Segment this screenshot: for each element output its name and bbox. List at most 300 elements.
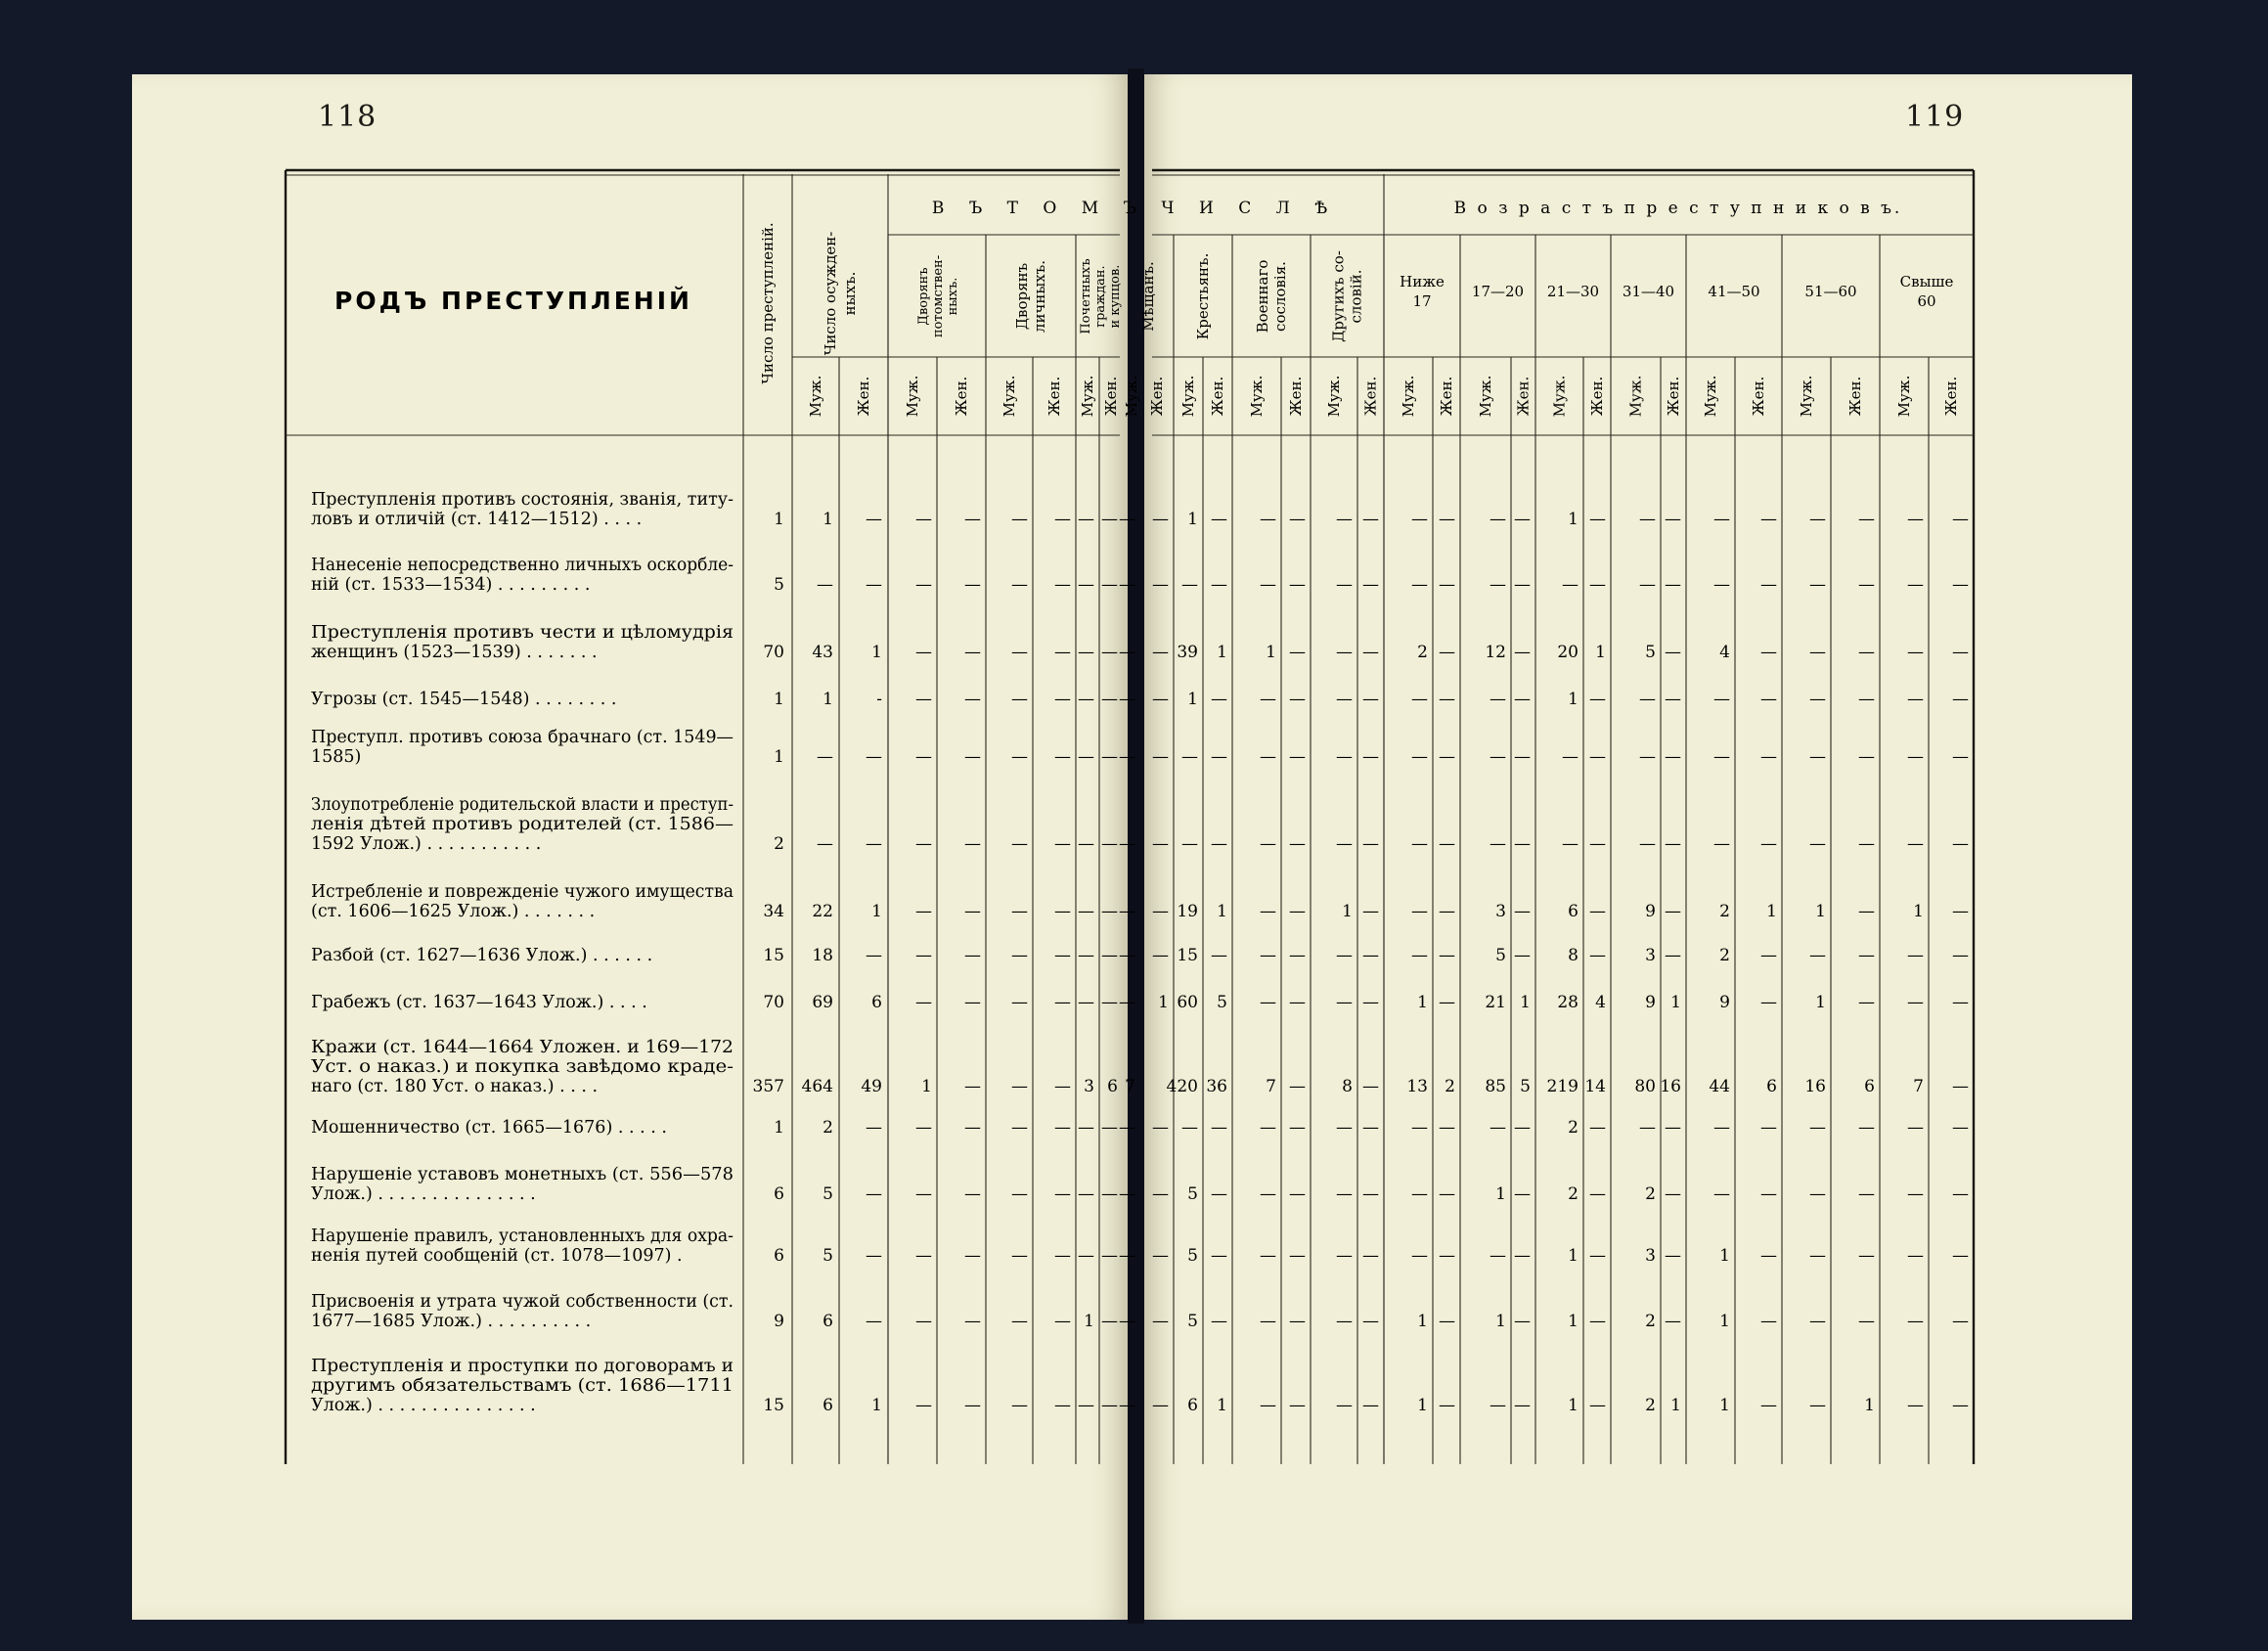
cell-age-female: — (1439, 993, 1455, 1012)
cell-estate-male: — (1336, 690, 1353, 709)
cell-age-male: 2 (1568, 1118, 1579, 1138)
male-header-age-4 (1627, 376, 1645, 418)
cell-age-female: — (1439, 1118, 1455, 1138)
cell-estate-female: — (1362, 902, 1379, 921)
cell-estate-male: — (915, 1246, 932, 1266)
cell-estate-female: — (1362, 510, 1379, 529)
cell-age-male: 2 (1568, 1184, 1579, 1204)
cell-estate-female: — (1101, 690, 1118, 709)
cell-age-male: — (1907, 510, 1924, 529)
cell-estate-female: — (1289, 1396, 1306, 1415)
col-header-convicted-line: Число осужден- (822, 231, 839, 356)
cell-estate-female: — (1054, 510, 1071, 529)
cell-estate-male: 1 (1084, 1312, 1094, 1331)
cell-convicted-male: 18 (812, 946, 833, 965)
cell-estate-male: — (1336, 1312, 1353, 1331)
cell-estate-male: — (1181, 747, 1198, 767)
cell-estate-male: 1 (921, 1077, 932, 1096)
cell-estate-male: — (1119, 834, 1135, 854)
cell-estate-male: 1 (1342, 902, 1353, 921)
cell-age-male: — (1713, 575, 1730, 595)
cell-estate-female: — (1101, 946, 1118, 965)
cell-age-female: — (1952, 1077, 1969, 1096)
cell-age-female: — (1858, 946, 1875, 965)
age-header-5: 41—50 (1708, 283, 1760, 300)
cell-estate-female: — (1101, 575, 1118, 595)
cell-convicted-male: 1 (823, 510, 833, 529)
female-header-estate-2 (1045, 377, 1063, 417)
cell-crimes: 1 (774, 510, 784, 529)
cell-estate-female: — (1289, 643, 1306, 662)
cell-age-male: — (1639, 510, 1656, 529)
estate-header-6 (1254, 260, 1289, 334)
cell-age-female: 4 (1595, 993, 1606, 1012)
male-header-estate-4 (1123, 376, 1140, 418)
cell-estate-female: — (964, 747, 981, 767)
cell-age-female: — (1589, 1396, 1606, 1415)
cell-estate-male: 420 (1166, 1077, 1198, 1096)
cell-age-female: — (1760, 834, 1777, 854)
cell-age-male: 1 (1719, 1396, 1730, 1415)
cell-estate-female: — (1289, 690, 1306, 709)
cell-estate-female: — (1362, 1312, 1379, 1331)
cell-estate-female: — (1152, 747, 1169, 767)
cell-age-male: — (1809, 1312, 1826, 1331)
cell-age-male: — (1907, 993, 1924, 1012)
cell-estate-male: — (915, 834, 932, 854)
cell-age-male: 21 (1485, 993, 1506, 1012)
female-header-estate-7 (1362, 377, 1380, 417)
cell-age-male: 1 (1815, 902, 1826, 921)
cell-estate-female: — (964, 510, 981, 529)
cell-age-male: 1 (1568, 690, 1579, 709)
cell-estate-male: 7 (1125, 1077, 1135, 1096)
cell-age-male: 2 (1645, 1312, 1656, 1331)
cell-estate-female: — (1289, 993, 1306, 1012)
cell-age-male: 5 (1495, 946, 1506, 965)
cell-age-male: 1 (1719, 1312, 1730, 1331)
cell-estate-male: — (1011, 1246, 1028, 1266)
female-header-age-7 (1942, 377, 1960, 417)
row-label-10: наго (ст. 180 Уст. о наказ.) . . . . (311, 1077, 599, 1096)
female-header-estate-5-line: Жен. (1209, 376, 1226, 417)
female-header-age-2-line: Жен. (1514, 376, 1533, 417)
cell-age-female: — (1858, 510, 1875, 529)
cell-age-male: 44 (1709, 1077, 1730, 1096)
cell-age-male: — (1907, 1396, 1924, 1415)
row-label-5: Преступл. противъ союза брачнаго (ст. 1549— (311, 728, 734, 747)
cell-age-female: — (1858, 1312, 1875, 1331)
row-label-5: 1585) (311, 747, 362, 767)
cell-convicted-female: 6 (871, 993, 882, 1012)
cell-age-female: 1 (1595, 643, 1606, 662)
cell-age-male: 7 (1913, 1077, 1924, 1096)
cell-estate-male: — (1260, 690, 1276, 709)
cell-age-male: 3 (1645, 1246, 1656, 1266)
cell-crimes: 9 (774, 1312, 784, 1331)
cell-estate-female: — (1152, 575, 1169, 595)
cell-estate-male: — (1260, 510, 1276, 529)
cell-convicted-female: 1 (871, 1396, 882, 1415)
col-header-crimes-line: Число преступленій. (759, 222, 777, 384)
estate-header-3-line: и купцов. (1108, 264, 1123, 329)
cell-age-male: 1 (1568, 1246, 1579, 1266)
cell-age-male: 9 (1719, 993, 1730, 1012)
cell-age-female: — (1760, 1312, 1777, 1331)
cell-age-female: — (1760, 510, 1777, 529)
cell-age-female: — (1952, 1246, 1969, 1266)
cell-estate-female: — (1101, 510, 1118, 529)
cell-estate-female: — (1054, 1118, 1071, 1138)
cell-age-male: — (1809, 747, 1826, 767)
cell-age-male: — (1639, 1118, 1656, 1138)
cell-age-female: — (1665, 643, 1681, 662)
cell-age-female: — (1952, 1396, 1969, 1415)
cell-estate-female: — (1211, 946, 1227, 965)
cell-estate-male: — (915, 1118, 932, 1138)
cell-estate-male: — (1119, 1312, 1135, 1331)
female-header-estate-3 (1102, 377, 1120, 417)
cell-age-male: 1 (1417, 1396, 1428, 1415)
male-header-estate-3 (1079, 376, 1096, 418)
cell-estate-male: — (1119, 946, 1135, 965)
estate-header-7-line: Другихъ со- (1329, 250, 1348, 342)
cell-age-female: — (1858, 690, 1875, 709)
age-header-3: 21—30 (1546, 283, 1600, 300)
cell-age-female: — (1589, 1184, 1606, 1204)
cell-age-male: 3 (1495, 902, 1506, 921)
female-header-estate-4 (1148, 377, 1166, 417)
cell-estate-female: — (1362, 690, 1379, 709)
cell-age-female: — (1514, 1396, 1531, 1415)
cell-estate-male: — (1260, 834, 1276, 854)
cell-age-male: — (1713, 510, 1730, 529)
cell-age-female: 1 (1766, 902, 1777, 921)
cell-estate-female: — (1101, 1396, 1118, 1415)
cell-estate-male: — (1011, 1118, 1028, 1138)
cell-age-female: — (1589, 575, 1606, 595)
cell-age-female: 6 (1766, 1077, 1777, 1096)
female-header-age-3-line: Жен. (1588, 376, 1606, 417)
cell-age-female: — (1514, 834, 1531, 854)
cell-age-female: — (1665, 1184, 1681, 1204)
cell-estate-male: — (1078, 1184, 1094, 1204)
age-header-1: 17 (1412, 292, 1432, 310)
male-header-age-1 (1400, 376, 1417, 418)
cell-estate-male: — (1336, 1184, 1353, 1204)
cell-age-male: 8 (1568, 946, 1579, 965)
cell-estate-male: — (1078, 1396, 1094, 1415)
cell-estate-male: — (915, 747, 932, 767)
row-label-9: Грабежъ (ст. 1637—1643 Улож.) . . . . (311, 993, 647, 1012)
cell-convicted-female: — (866, 834, 882, 854)
cell-estate-female: — (1152, 643, 1169, 662)
cell-estate-female: — (1362, 747, 1379, 767)
cell-age-male: 1 (1913, 902, 1924, 921)
cell-estate-male: — (915, 643, 932, 662)
female-header-convicted (855, 377, 872, 417)
cell-estate-male: 6 (1187, 1396, 1198, 1415)
cell-age-female: — (1760, 946, 1777, 965)
cell-age-female: — (1439, 1184, 1455, 1204)
cell-estate-male: — (1119, 1246, 1135, 1266)
male-header-estate-6 (1248, 376, 1266, 418)
male-header-age-6 (1798, 376, 1815, 418)
cell-estate-male: 7 (1266, 1077, 1276, 1096)
cell-convicted-male: 43 (812, 643, 833, 662)
cell-estate-male: — (1011, 1312, 1028, 1331)
cell-estate-male: — (1119, 1396, 1135, 1415)
cell-estate-male: 5 (1187, 1184, 1198, 1204)
cell-estate-male: — (915, 1312, 932, 1331)
estate-header-6-line: сословія. (1271, 261, 1289, 332)
female-header-age-7-line: Жен. (1942, 376, 1960, 417)
cell-age-female: — (1858, 1246, 1875, 1266)
col-header-convicted-line: ныхъ. (841, 271, 859, 316)
cell-estate-male: — (915, 510, 932, 529)
cell-age-male: — (1907, 1184, 1924, 1204)
estate-header-1-line: потомствен- (931, 254, 946, 338)
female-header-estate-5 (1209, 377, 1226, 417)
cell-age-female: — (1439, 510, 1455, 529)
cell-age-male: — (1907, 946, 1924, 965)
cell-estate-male: — (1011, 834, 1028, 854)
cell-age-male: — (1713, 1184, 1730, 1204)
cell-estate-male: — (1011, 993, 1028, 1012)
cell-estate-female: — (1101, 1312, 1118, 1331)
cell-convicted-male: — (817, 834, 833, 854)
cell-convicted-male: 2 (823, 1118, 833, 1138)
cell-age-male: — (1490, 834, 1506, 854)
male-header-estate-4-line: Муж. (1123, 375, 1140, 418)
age-header-6: 51—60 (1804, 283, 1857, 300)
cell-age-female: — (1439, 1246, 1455, 1266)
cell-age-female: — (1514, 643, 1531, 662)
cell-estate-female: — (1101, 1184, 1118, 1204)
cell-age-female: — (1858, 1118, 1875, 1138)
cell-age-female: — (1760, 1396, 1777, 1415)
cell-age-female: — (1514, 1312, 1531, 1331)
cell-estate-male: — (1260, 1118, 1276, 1138)
cell-estate-male: — (1078, 993, 1094, 1012)
row-label-1: Преступленія противъ состоянія, званія, титу- (311, 490, 734, 510)
cell-estate-female: — (1289, 1184, 1306, 1204)
cell-estate-male: — (915, 902, 932, 921)
cell-age-male: 28 (1557, 993, 1579, 1012)
cell-estate-male: — (1260, 1396, 1276, 1415)
cell-estate-female: — (1152, 1118, 1169, 1138)
cell-age-male: 2 (1645, 1184, 1656, 1204)
cell-estate-male: — (1011, 510, 1028, 529)
cell-convicted-male: 69 (812, 993, 833, 1012)
cell-age-female: — (1439, 690, 1455, 709)
cell-age-male: — (1809, 510, 1826, 529)
row-label-12: Улож.) . . . . . . . . . . . . . . . (311, 1184, 536, 1204)
cell-crimes: 1 (774, 690, 784, 709)
male-header-estate-2 (1001, 376, 1018, 418)
cell-age-female: — (1514, 1118, 1531, 1138)
cell-estate-male: — (1260, 946, 1276, 965)
cell-age-female: — (1665, 1118, 1681, 1138)
cell-age-male: — (1907, 575, 1924, 595)
cell-estate-male: — (1078, 575, 1094, 595)
estate-header-3-line: граждан. (1093, 265, 1108, 328)
cell-estate-male: — (1181, 834, 1198, 854)
cell-age-male: — (1411, 834, 1428, 854)
cell-estate-male: — (1260, 1312, 1276, 1331)
cell-age-female: — (1665, 834, 1681, 854)
cell-convicted-male: 5 (823, 1246, 833, 1266)
row-label-4: Угрозы (ст. 1545—1548) . . . . . . . . (311, 690, 617, 709)
cell-estate-male: — (1336, 643, 1353, 662)
cell-age-male: — (1809, 834, 1826, 854)
cell-age-male: — (1639, 575, 1656, 595)
cell-estate-male: — (915, 993, 932, 1012)
cell-estate-male: — (1181, 575, 1198, 595)
male-header-estate-7 (1325, 376, 1343, 418)
cell-age-female: 5 (1520, 1077, 1531, 1096)
estate-header-2 (1013, 260, 1048, 333)
male-header-age-7-line: Муж. (1895, 375, 1913, 418)
cell-estate-female: — (1289, 1312, 1306, 1331)
cell-estate-female: — (1211, 690, 1227, 709)
cell-age-male: 1 (1568, 510, 1579, 529)
cell-age-male: — (1562, 834, 1579, 854)
cell-age-male: 13 (1406, 1077, 1428, 1096)
row-label-2: Нанесеніе непосредственно личныхъ оскорбле- (311, 556, 734, 575)
cell-estate-female: — (964, 643, 981, 662)
cell-estate-male: 5 (1187, 1312, 1198, 1331)
cell-estate-male: 39 (1177, 643, 1198, 662)
cell-estate-male: 1 (1187, 510, 1198, 529)
cell-estate-female: — (1211, 1184, 1227, 1204)
cell-age-female: 1 (1864, 1396, 1875, 1415)
row-label-6: ленія дѣтей противъ родителей (ст. 1586— (311, 815, 734, 834)
cell-estate-male: — (1078, 946, 1094, 965)
cell-age-male: 80 (1634, 1077, 1656, 1096)
page-number-right: 119 (1905, 100, 1965, 134)
row-label-2: ній (ст. 1533—1534) . . . . . . . . . (311, 575, 591, 595)
cell-estate-male: 60 (1177, 993, 1198, 1012)
cell-age-male: — (1907, 1118, 1924, 1138)
cell-estate-female: — (964, 575, 981, 595)
cell-age-male: 85 (1485, 1077, 1506, 1096)
cell-estate-female: — (1101, 643, 1118, 662)
estate-header-7-line: словій. (1347, 269, 1365, 324)
cell-age-male: — (1411, 1118, 1428, 1138)
cell-estate-male: — (1119, 747, 1135, 767)
female-header-age-3 (1588, 377, 1606, 417)
cell-estate-male: — (1119, 510, 1135, 529)
cell-estate-male: — (1011, 575, 1028, 595)
cell-crimes: 357 (752, 1077, 784, 1096)
cell-age-female: — (1665, 510, 1681, 529)
cell-estate-male: 15 (1177, 946, 1198, 965)
cell-age-female: — (1952, 643, 1969, 662)
cell-estate-female: — (1289, 902, 1306, 921)
cell-age-female: — (1514, 575, 1531, 595)
female-header-estate-4-line: Жен. (1148, 376, 1166, 417)
cell-estate-female: — (1152, 1246, 1169, 1266)
cell-age-female: — (1858, 747, 1875, 767)
male-header-estate-5 (1179, 376, 1197, 418)
cell-estate-female: — (1054, 1077, 1071, 1096)
cell-estate-male: 1 (1266, 643, 1276, 662)
cell-estate-female: — (1289, 834, 1306, 854)
row-label-12: Нарушеніе уставовъ монетныхъ (ст. 556—578 (311, 1165, 734, 1184)
male-header-convicted (807, 376, 824, 418)
cell-age-male: — (1713, 747, 1730, 767)
cell-estate-female: 1 (1217, 1396, 1227, 1415)
cell-estate-male: — (1078, 902, 1094, 921)
cell-age-male: — (1907, 690, 1924, 709)
cell-estate-male: 3 (1084, 1077, 1094, 1096)
male-header-estate-6-line: Муж. (1248, 375, 1266, 418)
cell-estate-male: — (1336, 834, 1353, 854)
male-header-estate-5-line: Муж. (1179, 375, 1197, 418)
cell-age-male: 1 (1719, 1246, 1730, 1266)
row-label-7: (ст. 1606—1625 Улож.) . . . . . . . (311, 902, 596, 921)
cell-estate-female: — (1211, 1312, 1227, 1331)
male-header-estate-1-line: Муж. (904, 375, 921, 418)
age-header-1: Ниже (1400, 273, 1445, 290)
male-header-convicted-line: Муж. (807, 375, 824, 418)
cell-age-male: 20 (1557, 643, 1579, 662)
cell-age-male: — (1490, 747, 1506, 767)
cell-age-female: — (1760, 575, 1777, 595)
age-header-7: 60 (1917, 292, 1936, 310)
female-header-estate-7-line: Жен. (1361, 376, 1380, 417)
cell-age-male: — (1639, 747, 1656, 767)
cell-age-male: — (1411, 575, 1428, 595)
cell-age-male: — (1490, 690, 1506, 709)
cell-estate-female: — (1054, 1184, 1071, 1204)
cell-age-female: — (1439, 1312, 1455, 1331)
cell-age-female: — (1665, 1312, 1681, 1331)
cell-estate-female: — (1152, 834, 1169, 854)
cell-age-male: — (1490, 510, 1506, 529)
male-header-age-5 (1702, 376, 1719, 418)
cell-estate-female: — (964, 993, 981, 1012)
cell-estate-male: — (1119, 993, 1135, 1012)
cell-age-male: 1 (1568, 1312, 1579, 1331)
cell-convicted-female: — (866, 510, 882, 529)
cell-age-male: — (1809, 1246, 1826, 1266)
cell-estate-male: — (1336, 946, 1353, 965)
estate-header-4 (1139, 261, 1157, 332)
cell-age-female: — (1589, 902, 1606, 921)
male-header-age-3 (1551, 376, 1569, 418)
cell-age-female: — (1760, 1246, 1777, 1266)
cell-estate-female: — (1362, 1246, 1379, 1266)
cell-estate-male: — (1011, 643, 1028, 662)
estate-header-7 (1330, 250, 1365, 342)
cell-age-male: — (1809, 575, 1826, 595)
cell-age-female: — (1760, 1118, 1777, 1138)
cell-estate-male: — (1260, 1184, 1276, 1204)
cell-estate-male: — (915, 1396, 932, 1415)
cell-crimes: 70 (763, 993, 784, 1012)
cell-crimes: 1 (774, 747, 784, 767)
cell-estate-female: — (1054, 834, 1071, 854)
cell-estate-male: — (1260, 747, 1276, 767)
cell-estate-female: — (1054, 747, 1071, 767)
cell-crimes: 34 (763, 902, 784, 921)
cell-estate-female: — (964, 902, 981, 921)
age-header-4: 31—40 (1622, 283, 1675, 300)
cell-age-female: 14 (1584, 1077, 1606, 1096)
cell-estate-male: — (1078, 643, 1094, 662)
